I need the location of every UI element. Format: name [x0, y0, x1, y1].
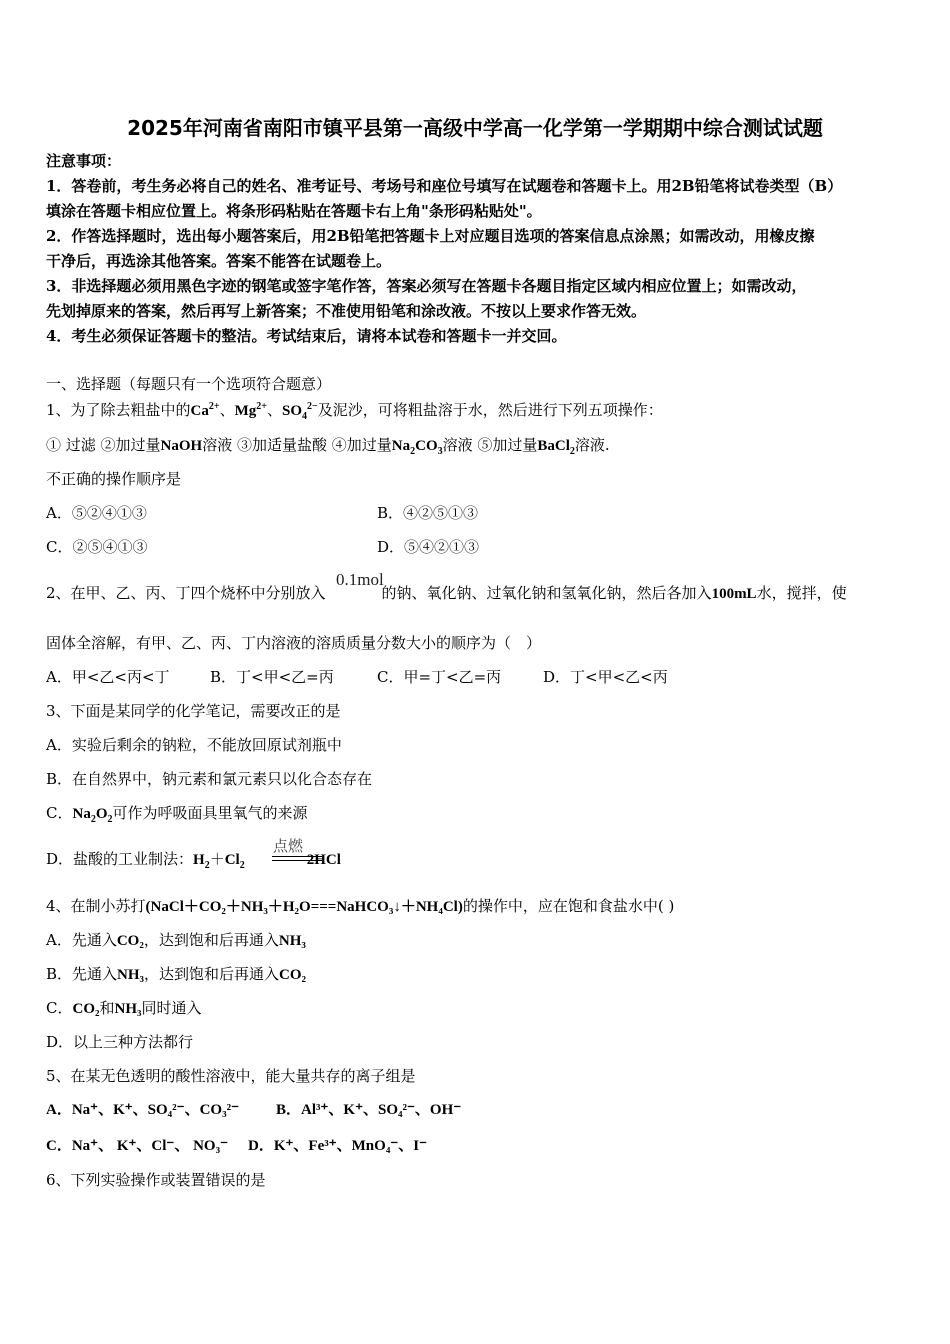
- option-text: 和: [99, 999, 115, 1017]
- option-label: C．: [46, 999, 73, 1017]
- section-heading: 一、选择题（每题只有一个选项符合题意）: [46, 375, 332, 393]
- q1-option-c[interactable]: C．②⑤④①③: [46, 538, 148, 556]
- option-text: B．先通入: [46, 965, 118, 983]
- q3-option-c[interactable]: [46, 803, 308, 824]
- notice-line: 填涂在答题卡相应位置上。将条形码粘贴在答题卡右上角"条形码粘贴处"。: [46, 202, 542, 220]
- q2-water-volume: 100mL: [711, 586, 757, 602]
- q1-operations: [46, 435, 610, 456]
- separator: 、: [266, 401, 282, 419]
- formula-co2: CO₂: [279, 967, 307, 983]
- q1-option-d[interactable]: D．⑤④②①③: [377, 538, 480, 556]
- q4-stem: [46, 896, 674, 917]
- q4-option-b[interactable]: [46, 964, 306, 985]
- q5-option-d[interactable]: D．K⁺、Fe³⁺、MnO₄⁻、I⁻: [248, 1138, 427, 1154]
- q4-stem-text: 的操作中，应在饱和食盐水中( ): [462, 897, 675, 915]
- ion-charge: 2−: [307, 401, 318, 412]
- notice-line: 先划掉原来的答案，然后再写上新答案；不准使用铅笔和涂改液。不按以上要求作答无效。: [46, 302, 647, 320]
- q2-option-c[interactable]: C．甲=丁<乙=丙: [377, 668, 502, 686]
- option-text: A．先通入: [46, 931, 117, 949]
- q2-stem-text: 的钠、氧化钠、过氧化钠和氢氧化钠，然后各加入: [381, 584, 712, 602]
- notice-line: 3．非选择题必须用黑色字迹的钢笔或签字笔作答，答案必须写在答题卡各题目指定区域内相应位置上；如需改动，: [46, 277, 807, 295]
- ion-so4: SO: [282, 403, 303, 419]
- q4-option-d[interactable]: D．以上三种方法都行: [46, 1033, 194, 1051]
- formula-subscript: 2: [90, 814, 96, 825]
- separator: 、: [219, 401, 235, 419]
- q1-ops-text: ① 过滤 ②加过量: [46, 436, 161, 454]
- notice-line: 2．作答选择题时，选出每小题答案后，用2B铅笔把答题卡上对应题目选项的答案信息点涂黑；如需改动，用橡皮擦: [46, 227, 815, 245]
- q5-option-b[interactable]: B．Al³⁺、K⁺、SO₄²⁻、OH⁻: [276, 1102, 462, 1118]
- formula-subscript: 3: [437, 446, 443, 457]
- formula-subscript: 2: [569, 446, 575, 457]
- formula-subscript: 2: [107, 814, 113, 825]
- notice-line: 1．答卷前，考生务必将自己的姓名、准考证号、考场号和座位号填写在试题卷和答题卡上。用2B铅笔将试卷类型（B）: [46, 177, 843, 195]
- q1-option-a[interactable]: A．⑤②④①③: [46, 504, 147, 522]
- ion-mg: Mg: [234, 403, 257, 419]
- q3-stem: 3、下面是某同学的化学笔记，需要改正的是: [46, 702, 341, 720]
- ion-subscript: 4: [302, 411, 308, 422]
- formula-nh3: NH₃: [278, 933, 306, 949]
- q2-stem-text: 2、在甲、乙、丙、丁四个烧杯中分别放入: [46, 584, 326, 602]
- q2-stem-continued: 固体全溶解，有甲、乙、丙、丁内溶液的溶质质量分数大小的顺序为（ ）: [46, 634, 542, 652]
- q2-option-d[interactable]: D．丁<甲<乙<丙: [543, 668, 668, 686]
- q1-stem: [46, 400, 663, 421]
- q1-stem-text: 1、为了除去粗盐中的: [46, 401, 191, 419]
- q4-equation: (NaCl＋CO₂＋NH₃＋H₂O===NaHCO₃↓＋NH₄Cl): [145, 899, 463, 915]
- notice-line: 干净后，再选涂其他答案。答案不能答在试题卷上。: [46, 252, 392, 270]
- q1-option-b[interactable]: B．④②⑤①③: [377, 504, 479, 522]
- ion-ca: Ca: [190, 403, 209, 419]
- formula-o: O: [95, 806, 108, 822]
- formula-naoh: NaOH: [160, 438, 203, 454]
- formula-hcl: 2HCl: [306, 852, 341, 868]
- reaction-condition: 点燃: [273, 837, 304, 855]
- ion-charge: 2+: [208, 401, 220, 412]
- q1-ops-text: 溶液.: [574, 436, 610, 454]
- q1-stem-text: 及泥沙，可将粗盐溶于水，然后进行下列五项操作：: [317, 401, 663, 419]
- q5-option-a[interactable]: A．Na⁺、K⁺、SO₄²⁻、CO₃²⁻: [46, 1102, 240, 1118]
- q3-option-a[interactable]: A．实验后剩余的钠粒，不能放回原试剂瓶中: [46, 736, 342, 754]
- formula-subscript: 2: [410, 446, 416, 457]
- option-text: 同时通入: [141, 999, 202, 1017]
- q6-stem: 6、下列实验操作或装置错误的是: [46, 1171, 266, 1189]
- q2-amount: 0.1mol: [336, 570, 384, 589]
- option-text: D．盐酸的工业制法：: [46, 850, 194, 868]
- option-text: ，达到饱和后再通入: [143, 931, 279, 949]
- q4-option-c[interactable]: [46, 998, 202, 1019]
- notice-heading: 注意事项：: [46, 152, 122, 170]
- q2-stem: [46, 583, 847, 604]
- formula-nh3: NH₃: [117, 967, 145, 983]
- notice-line: 4．考生必须保证答题卡的整洁。考试结束后，请将本试卷和答题卡一并交回。: [46, 327, 567, 345]
- formula-co: CO: [415, 438, 438, 454]
- formula-h: H: [193, 852, 205, 868]
- q1-ops-text: 溶液 ⑤加过量: [442, 436, 538, 454]
- formula-co2: CO₂: [72, 1001, 100, 1017]
- formula-bacl: BaCl: [537, 438, 570, 454]
- ion-charge: 2+: [256, 401, 267, 412]
- q2-option-b[interactable]: B．丁<甲<乙=丙: [210, 668, 334, 686]
- q1-ops-text: 溶液 ③加适量盐酸 ④加过量: [202, 436, 392, 454]
- q4-option-a[interactable]: [46, 930, 306, 951]
- q5-stem: 5、在某无色透明的酸性溶液中，能大量共存的离子组是: [46, 1067, 416, 1085]
- q3-option-d[interactable]: [46, 849, 341, 870]
- q2-stem-text: 水，搅拌，使: [756, 584, 847, 602]
- page-title: 2025年河南省南阳市镇平县第一高级中学高一化学第一学期期中综合测试试题: [127, 116, 823, 140]
- formula-co2: CO₂: [116, 933, 144, 949]
- q1-ask: 不正确的操作顺序是: [46, 470, 182, 488]
- q3-option-b[interactable]: B．在自然界中，钠元素和氯元素只以化合态存在: [46, 770, 373, 788]
- formula-subscript: 2: [239, 860, 245, 871]
- option-text: ，达到饱和后再通入: [144, 965, 280, 983]
- plus-sign: ＋: [209, 850, 225, 868]
- q4-stem-text: 4、在制小苏打: [46, 897, 146, 915]
- q5-option-c[interactable]: C．Na⁺、 K⁺、Cl⁻、 NO₃⁻: [46, 1138, 228, 1154]
- option-text: 可作为呼吸面具里氧气的来源: [112, 804, 308, 822]
- q2-option-a[interactable]: A．甲<乙<丙<丁: [46, 668, 170, 686]
- option-label: C．: [46, 804, 73, 822]
- formula-subscript: 2: [204, 860, 210, 871]
- formula-na: Na: [391, 438, 411, 454]
- formula-cl: Cl: [224, 852, 240, 868]
- formula-nh3: NH₃: [114, 1001, 142, 1017]
- formula-na: Na: [72, 806, 91, 822]
